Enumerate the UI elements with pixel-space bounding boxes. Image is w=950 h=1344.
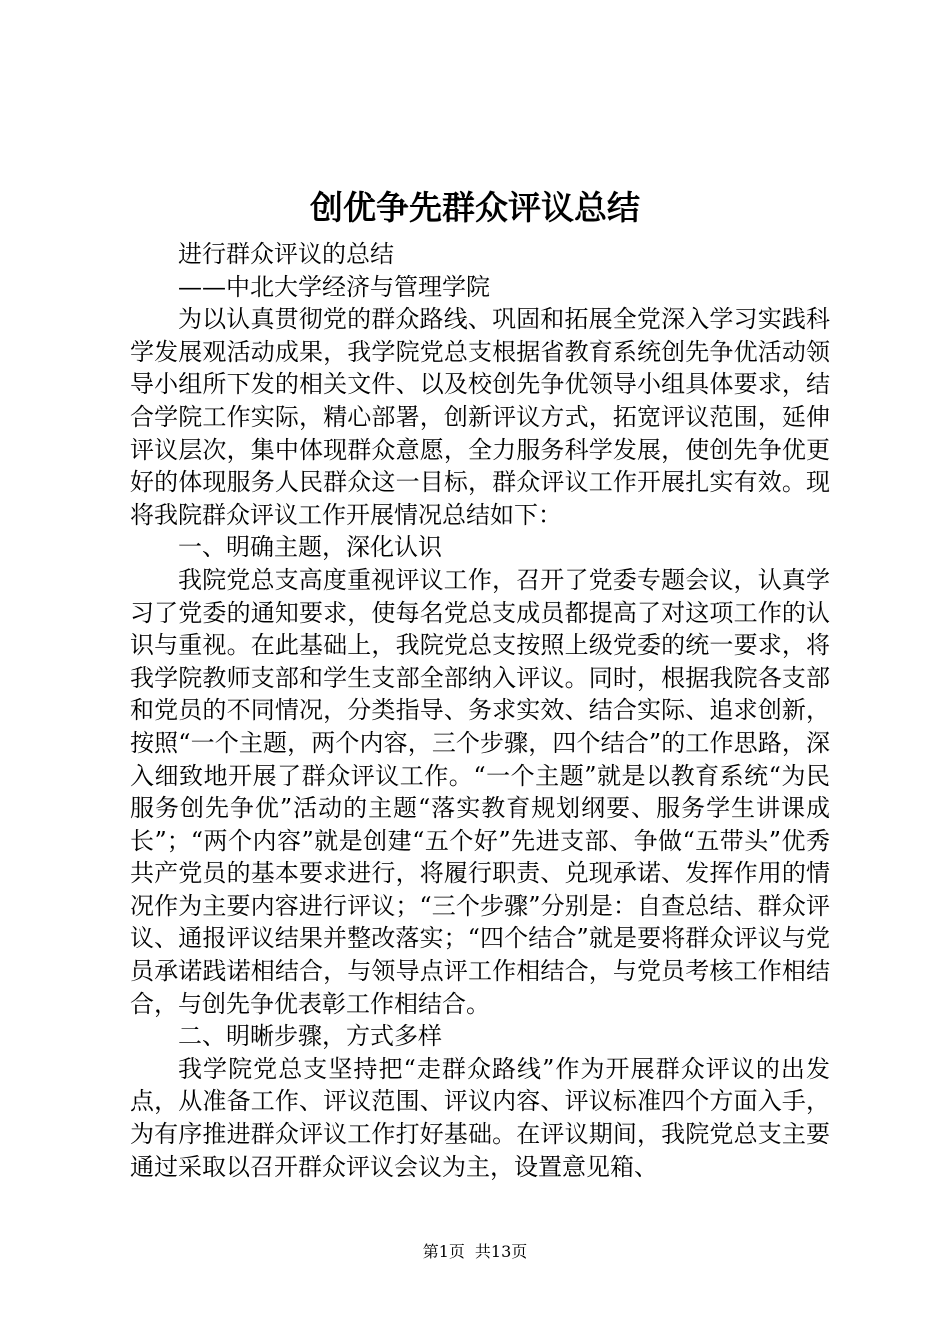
page-footer	[0, 1241, 950, 1263]
section-heading: 一、明确主题，深化认识	[178, 533, 442, 562]
document-title: 创优争先群众评议总结	[310, 188, 640, 227]
body-paragraph: 我学院党总支坚持把“走群众路线”作为开展群众评议的出发点，从准备工作、评议范围、评议内容、评议标准四个方面入手，为有序推进群众评议工作打好基础。在评议期间，我院党总支主要通过采取以召开群众评议会议为主，设置意见箱、	[130, 1054, 830, 1181]
page-total: 共13页	[474, 1242, 528, 1261]
subtitle-line: 进行群众评议的总结	[178, 240, 394, 268]
document-body	[130, 238, 830, 1183]
body-paragraph: 为以认真贯彻党的群众路线、巩固和拓展全党深入学习实践科学发展观活动成果，我学院党总支根据省教育系统创先争优活动领导小组所下发的相关文件、以及校创先争优领导小组具体要求，结合学院工作实际，精心部署，创新评议方式，拓宽评议范围，延伸评议层次，集中体现群众意愿，全力服务科学发展，使创先争优更好的体现服务人民群众这一目标，群众评议工作开展扎实有效。现将我院群众评议工作开展情况总结如下：	[130, 305, 830, 529]
author-line: ——中北大学经济与管理学院	[178, 272, 490, 301]
page-number: 第1页	[422, 1242, 465, 1261]
body-paragraph: 我院党总支高度重视评议工作，召开了党委专题会议，认真学习了党委的通知要求，使每名党总支成员都提高了对这项工作的认识与重视。在此基础上，我院党总支按照上级党委的统一要求，将我学院教师支部和学生支部全部纳入评议。同时，根据我院各支部和党员的不同情况，分类指导、务求实效、结合实际、追求创新，按照“一个主题，两个内容，三个步骤，四个结合”的工作思路，深入细致地开展了群众评议工作。“一个主题”就是以教育系统“为民服务创先争优”活动的主题“落实教育规划纲要、服务学生讲课成长”；“两个内容”就是创建“五个好”先进支部、争做“五带头”优秀共产党员的基本要求进行，将履行职责、兑现承诺、发挥作用的情况作为主要内容进行评议；“三个步骤”分别是：自查总结、群众评议、通报评议结果并整改落实；“四个结合”就是要将群众评议与党员承诺践诺相结合，与领导点评工作相结合，与党员考核工作相结合，与创先争优表彰工作相结合。	[130, 565, 830, 1018]
section-heading: 二、明晰步骤，方式多样	[178, 1022, 442, 1051]
